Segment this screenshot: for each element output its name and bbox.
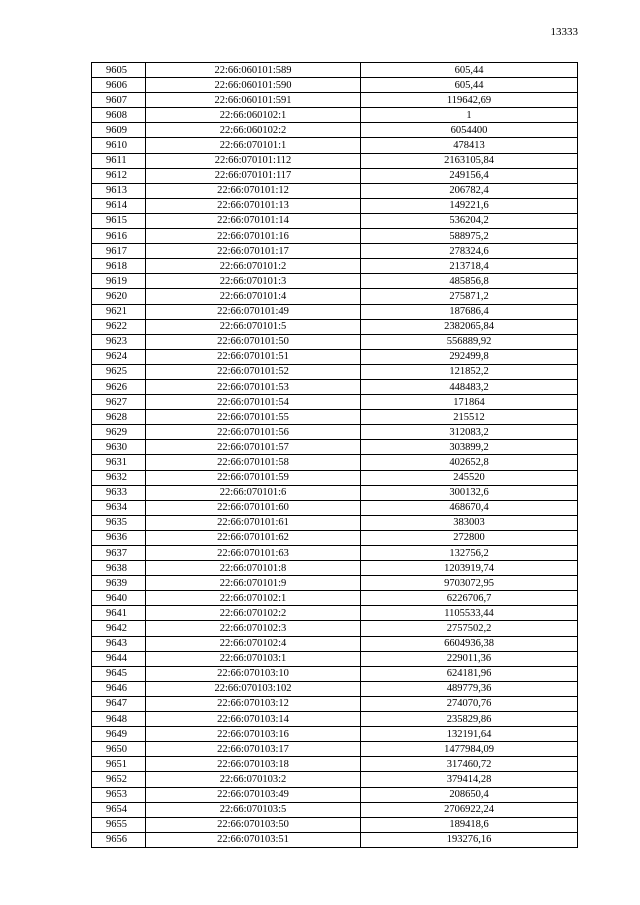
cadastral-number-cell: 22:66:070103:5 — [146, 802, 361, 817]
table-row — [92, 349, 578, 364]
table-row — [92, 78, 578, 93]
table-row — [92, 500, 578, 515]
value-cell: 132756,2 — [361, 546, 578, 561]
row-number-cell: 9648 — [92, 712, 146, 727]
cadastral-number-cell: 22:66:070101:12 — [146, 183, 361, 198]
row-number-cell: 9642 — [92, 621, 146, 636]
value-cell: 1 — [361, 108, 578, 123]
table-row — [92, 213, 578, 228]
value-cell: 245520 — [361, 470, 578, 485]
cadastral-number-cell: 22:66:070101:63 — [146, 546, 361, 561]
value-cell: 588975,2 — [361, 229, 578, 244]
value-cell: 448483,2 — [361, 379, 578, 394]
value-cell: 171864 — [361, 395, 578, 410]
cadastral-number-cell: 22:66:060101:591 — [146, 93, 361, 108]
table-row — [92, 561, 578, 576]
table-row — [92, 455, 578, 470]
row-number-cell: 9636 — [92, 530, 146, 545]
value-cell: 9703072,95 — [361, 576, 578, 591]
value-cell: 300132,6 — [361, 485, 578, 500]
row-number-cell: 9641 — [92, 606, 146, 621]
table-row — [92, 289, 578, 304]
table-row — [92, 681, 578, 696]
table-row — [92, 696, 578, 711]
cadastral-number-cell: 22:66:070102:4 — [146, 636, 361, 651]
row-number-cell: 9637 — [92, 546, 146, 561]
cadastral-number-cell: 22:66:070101:6 — [146, 485, 361, 500]
cadastral-number-cell: 22:66:060102:2 — [146, 123, 361, 138]
cadastral-number-cell: 22:66:070103:16 — [146, 727, 361, 742]
cadastral-number-cell: 22:66:070103:17 — [146, 742, 361, 757]
table-row — [92, 274, 578, 289]
row-number-cell: 9627 — [92, 395, 146, 410]
row-number-cell: 9619 — [92, 274, 146, 289]
row-number-cell: 9606 — [92, 78, 146, 93]
row-number-cell: 9622 — [92, 319, 146, 334]
cadastral-number-cell: 22:66:070101:51 — [146, 349, 361, 364]
cadastral-number-cell: 22:66:070103:12 — [146, 696, 361, 711]
table-row — [92, 530, 578, 545]
row-number-cell: 9626 — [92, 379, 146, 394]
row-number-cell: 9635 — [92, 515, 146, 530]
value-cell: 278324,6 — [361, 244, 578, 259]
table-row — [92, 742, 578, 757]
row-number-cell: 9634 — [92, 500, 146, 515]
cadastral-number-cell: 22:66:070101:58 — [146, 455, 361, 470]
value-cell: 292499,8 — [361, 349, 578, 364]
cadastral-number-cell: 22:66:070101:62 — [146, 530, 361, 545]
table-row — [92, 591, 578, 606]
table-row — [92, 832, 578, 847]
table-row — [92, 470, 578, 485]
table-row — [92, 304, 578, 319]
row-number-cell: 9629 — [92, 425, 146, 440]
value-cell: 468670,4 — [361, 500, 578, 515]
cadastral-number-cell: 22:66:070101:49 — [146, 304, 361, 319]
table-row — [92, 108, 578, 123]
table-row — [92, 244, 578, 259]
cadastral-number-cell: 22:66:070101:57 — [146, 440, 361, 455]
row-number-cell: 9644 — [92, 651, 146, 666]
table-row — [92, 259, 578, 274]
value-cell: 229011,36 — [361, 651, 578, 666]
value-cell: 189418,6 — [361, 817, 578, 832]
value-cell: 379414,28 — [361, 772, 578, 787]
value-cell: 193276,16 — [361, 832, 578, 847]
cadastral-number-cell: 22:66:070101:5 — [146, 319, 361, 334]
value-cell: 2163105,84 — [361, 153, 578, 168]
cadastral-number-cell: 22:66:070101:50 — [146, 334, 361, 349]
cadastral-number-cell: 22:66:070102:1 — [146, 591, 361, 606]
table-row — [92, 334, 578, 349]
cadastral-number-cell: 22:66:060101:590 — [146, 78, 361, 93]
value-cell: 121852,2 — [361, 364, 578, 379]
row-number-cell: 9652 — [92, 772, 146, 787]
value-cell: 274070,76 — [361, 696, 578, 711]
row-number-cell: 9618 — [92, 259, 146, 274]
row-number-cell: 9620 — [92, 289, 146, 304]
row-number-cell: 9643 — [92, 636, 146, 651]
cadastral-number-cell: 22:66:070101:52 — [146, 364, 361, 379]
row-number-cell: 9615 — [92, 213, 146, 228]
value-cell: 485856,8 — [361, 274, 578, 289]
row-number-cell: 9638 — [92, 561, 146, 576]
value-cell: 624181,96 — [361, 666, 578, 681]
cadastral-number-cell: 22:66:070101:117 — [146, 168, 361, 183]
table-row — [92, 651, 578, 666]
table-row — [92, 410, 578, 425]
value-cell: 6226706,7 — [361, 591, 578, 606]
value-cell: 213718,4 — [361, 259, 578, 274]
table-row — [92, 666, 578, 681]
cadastral-number-cell: 22:66:070102:2 — [146, 606, 361, 621]
value-cell: 275871,2 — [361, 289, 578, 304]
table-row — [92, 712, 578, 727]
table-row — [92, 395, 578, 410]
row-number-cell: 9640 — [92, 591, 146, 606]
cadastral-number-cell: 22:66:070101:54 — [146, 395, 361, 410]
row-number-cell: 9656 — [92, 832, 146, 847]
table-row — [92, 606, 578, 621]
cadastral-number-cell: 22:66:070101:4 — [146, 289, 361, 304]
table-row — [92, 319, 578, 334]
value-cell: 605,44 — [361, 78, 578, 93]
value-cell: 208650,4 — [361, 787, 578, 802]
value-cell: 149221,6 — [361, 198, 578, 213]
table-row — [92, 138, 578, 153]
table-row — [92, 123, 578, 138]
table-row — [92, 802, 578, 817]
table-row — [92, 621, 578, 636]
cadastral-number-cell: 22:66:070101:9 — [146, 576, 361, 591]
table-row — [92, 168, 578, 183]
value-cell: 312083,2 — [361, 425, 578, 440]
row-number-cell: 9613 — [92, 183, 146, 198]
page-number: 13333 — [550, 26, 578, 38]
value-cell: 6054400 — [361, 123, 578, 138]
cadastral-number-cell: 22:66:070101:112 — [146, 153, 361, 168]
value-cell: 556889,92 — [361, 334, 578, 349]
cadastral-number-cell: 22:66:070103:1 — [146, 651, 361, 666]
value-cell: 317460,72 — [361, 757, 578, 772]
value-cell: 215512 — [361, 410, 578, 425]
row-number-cell: 9621 — [92, 304, 146, 319]
cadastral-number-cell: 22:66:070101:3 — [146, 274, 361, 289]
row-number-cell: 9639 — [92, 576, 146, 591]
row-number-cell: 9612 — [92, 168, 146, 183]
row-number-cell: 9608 — [92, 108, 146, 123]
cadastral-number-cell: 22:66:070103:49 — [146, 787, 361, 802]
table-row — [92, 576, 578, 591]
cadastral-number-cell: 22:66:070103:18 — [146, 757, 361, 772]
value-cell: 132191,64 — [361, 727, 578, 742]
value-cell: 187686,4 — [361, 304, 578, 319]
table-row — [92, 153, 578, 168]
table-row — [92, 546, 578, 561]
row-number-cell: 9628 — [92, 410, 146, 425]
table-row — [92, 787, 578, 802]
cadastral-number-cell: 22:66:070103:10 — [146, 666, 361, 681]
table-row — [92, 229, 578, 244]
table-body — [92, 63, 578, 848]
cadastral-number-cell: 22:66:070101:14 — [146, 213, 361, 228]
table-row — [92, 198, 578, 213]
table-row — [92, 379, 578, 394]
cadastral-number-cell: 22:66:070103:50 — [146, 817, 361, 832]
value-cell: 2706922,24 — [361, 802, 578, 817]
cadastral-number-cell: 22:66:070101:61 — [146, 515, 361, 530]
value-cell: 1105533,44 — [361, 606, 578, 621]
value-cell: 402652,8 — [361, 455, 578, 470]
value-cell: 303899,2 — [361, 440, 578, 455]
value-cell: 536204,2 — [361, 213, 578, 228]
row-number-cell: 9614 — [92, 198, 146, 213]
table-row — [92, 63, 578, 78]
table-row — [92, 485, 578, 500]
value-cell: 249156,4 — [361, 168, 578, 183]
row-number-cell: 9605 — [92, 63, 146, 78]
cadastral-number-cell: 22:66:070101:17 — [146, 244, 361, 259]
row-number-cell: 9632 — [92, 470, 146, 485]
row-number-cell: 9607 — [92, 93, 146, 108]
row-number-cell: 9611 — [92, 153, 146, 168]
table-row — [92, 183, 578, 198]
cadastral-number-cell: 22:66:070103:51 — [146, 832, 361, 847]
cadastral-number-cell: 22:66:070101:1 — [146, 138, 361, 153]
cadastral-number-cell: 22:66:070101:56 — [146, 425, 361, 440]
cadastral-number-cell: 22:66:070101:16 — [146, 229, 361, 244]
value-cell: 119642,69 — [361, 93, 578, 108]
cadastral-number-cell: 22:66:070102:3 — [146, 621, 361, 636]
row-number-cell: 9631 — [92, 455, 146, 470]
value-cell: 1477984,09 — [361, 742, 578, 757]
cadastral-number-cell: 22:66:060102:1 — [146, 108, 361, 123]
value-cell: 605,44 — [361, 63, 578, 78]
table-row — [92, 93, 578, 108]
cadastral-number-cell: 22:66:070103:14 — [146, 712, 361, 727]
cadastral-number-cell: 22:66:060101:589 — [146, 63, 361, 78]
cadastral-number-cell: 22:66:070103:102 — [146, 681, 361, 696]
value-cell: 2757502,2 — [361, 621, 578, 636]
value-cell: 235829,86 — [361, 712, 578, 727]
cadastral-number-cell: 22:66:070101:53 — [146, 379, 361, 394]
row-number-cell: 9646 — [92, 681, 146, 696]
table-row — [92, 364, 578, 379]
value-cell: 6604936,38 — [361, 636, 578, 651]
row-number-cell: 9645 — [92, 666, 146, 681]
row-number-cell: 9649 — [92, 727, 146, 742]
row-number-cell: 9651 — [92, 757, 146, 772]
cadastral-number-cell: 22:66:070101:59 — [146, 470, 361, 485]
table-row — [92, 757, 578, 772]
table-row — [92, 727, 578, 742]
value-cell: 2382065,84 — [361, 319, 578, 334]
cadastral-number-cell: 22:66:070101:55 — [146, 410, 361, 425]
value-cell: 383003 — [361, 515, 578, 530]
row-number-cell: 9633 — [92, 485, 146, 500]
table-row — [92, 817, 578, 832]
row-number-cell: 9655 — [92, 817, 146, 832]
value-cell: 489779,36 — [361, 681, 578, 696]
table-row — [92, 772, 578, 787]
cadastral-value-table — [91, 62, 578, 848]
cadastral-number-cell: 22:66:070101:8 — [146, 561, 361, 576]
cadastral-number-cell: 22:66:070103:2 — [146, 772, 361, 787]
cadastral-number-cell: 22:66:070101:2 — [146, 259, 361, 274]
value-cell: 1203919,74 — [361, 561, 578, 576]
row-number-cell: 9625 — [92, 364, 146, 379]
row-number-cell: 9624 — [92, 349, 146, 364]
row-number-cell: 9653 — [92, 787, 146, 802]
cadastral-number-cell: 22:66:070101:60 — [146, 500, 361, 515]
row-number-cell: 9654 — [92, 802, 146, 817]
row-number-cell: 9630 — [92, 440, 146, 455]
row-number-cell: 9650 — [92, 742, 146, 757]
table-row — [92, 425, 578, 440]
row-number-cell: 9617 — [92, 244, 146, 259]
row-number-cell: 9616 — [92, 229, 146, 244]
value-cell: 478413 — [361, 138, 578, 153]
cadastral-number-cell: 22:66:070101:13 — [146, 198, 361, 213]
table-row — [92, 440, 578, 455]
row-number-cell: 9610 — [92, 138, 146, 153]
row-number-cell: 9609 — [92, 123, 146, 138]
table-row — [92, 636, 578, 651]
row-number-cell: 9623 — [92, 334, 146, 349]
row-number-cell: 9647 — [92, 696, 146, 711]
table-row — [92, 515, 578, 530]
value-cell: 206782,4 — [361, 183, 578, 198]
value-cell: 272800 — [361, 530, 578, 545]
